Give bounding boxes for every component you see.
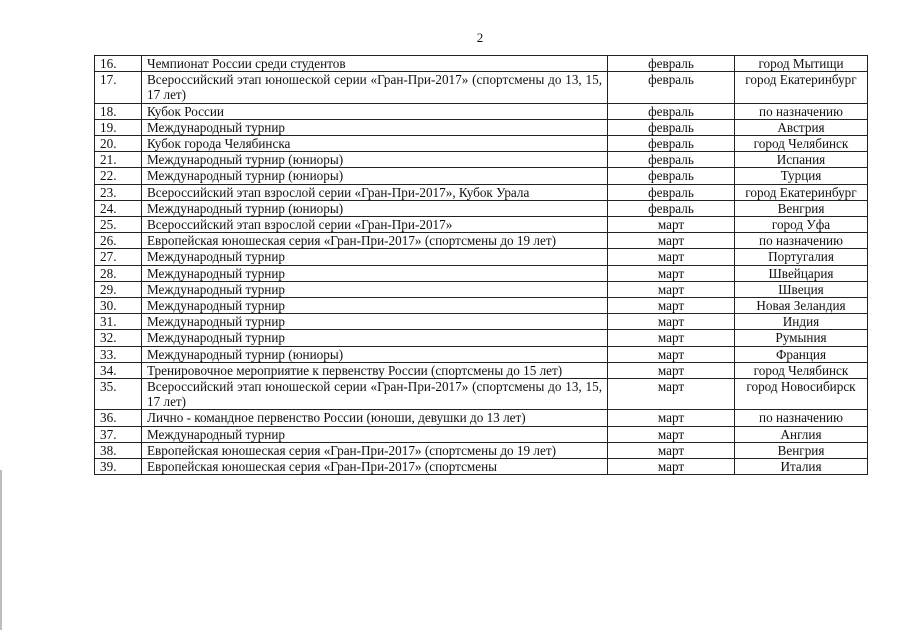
month-cell: февраль [608, 184, 735, 200]
row-number-cell: 34. [95, 362, 142, 378]
month-cell: февраль [608, 136, 735, 152]
table-row [95, 200, 868, 216]
location-cell: город Уфа [735, 217, 868, 233]
table-row [95, 72, 868, 103]
location-cell: Франция [735, 346, 868, 362]
table-row [95, 184, 868, 200]
event-name-cell: Международный турнир (юниоры) [142, 346, 608, 362]
row-number-cell: 18. [95, 103, 142, 119]
row-number-cell: 24. [95, 200, 142, 216]
event-name-cell: Международный турнир (юниоры) [142, 168, 608, 184]
table-row [95, 265, 868, 281]
events-table [94, 55, 868, 475]
row-number-cell: 39. [95, 459, 142, 475]
location-cell: город Екатеринбург [735, 72, 868, 103]
table-row [95, 249, 868, 265]
event-name-cell: Международный турнир [142, 314, 608, 330]
month-cell: март [608, 442, 735, 458]
event-name-cell: Европейская юношеская серия «Гран-При-2017» (спортсмены до 19 лет) [142, 442, 608, 458]
month-cell: март [608, 426, 735, 442]
table-row [95, 168, 868, 184]
location-cell: город Новосибирск [735, 379, 868, 410]
event-name-cell: Международный турнир [142, 265, 608, 281]
event-name-cell: Международный турнир [142, 330, 608, 346]
location-cell: Англия [735, 426, 868, 442]
month-cell: март [608, 379, 735, 410]
table-row [95, 426, 868, 442]
table-row [95, 217, 868, 233]
row-number-cell: 17. [95, 72, 142, 103]
row-number-cell: 36. [95, 410, 142, 426]
table-row [95, 281, 868, 297]
location-cell: по назначению [735, 233, 868, 249]
event-name-cell: Международный турнир [142, 426, 608, 442]
location-cell: город Мытищи [735, 56, 868, 72]
row-number-cell: 26. [95, 233, 142, 249]
table-row [95, 56, 868, 72]
location-cell: Новая Зеландия [735, 298, 868, 314]
table-row [95, 314, 868, 330]
row-number-cell: 33. [95, 346, 142, 362]
month-cell: март [608, 330, 735, 346]
table-row [95, 298, 868, 314]
table-row [95, 410, 868, 426]
month-cell: февраль [608, 168, 735, 184]
row-number-cell: 35. [95, 379, 142, 410]
row-number-cell: 27. [95, 249, 142, 265]
location-cell: Испания [735, 152, 868, 168]
month-cell: март [608, 281, 735, 297]
month-cell: февраль [608, 119, 735, 135]
location-cell: город Челябинск [735, 362, 868, 378]
month-cell: март [608, 362, 735, 378]
row-number-cell: 31. [95, 314, 142, 330]
location-cell: Венгрия [735, 442, 868, 458]
event-name-cell: Международный турнир [142, 249, 608, 265]
month-cell: февраль [608, 56, 735, 72]
table-row [95, 136, 868, 152]
location-cell: город Екатеринбург [735, 184, 868, 200]
month-cell: март [608, 346, 735, 362]
row-number-cell: 28. [95, 265, 142, 281]
event-name-cell: Международный турнир [142, 119, 608, 135]
event-name-cell: Тренировочное мероприятие к первенству России (спортсмены до 15 лет) [142, 362, 608, 378]
event-name-cell: Международный турнир (юниоры) [142, 152, 608, 168]
row-number-cell: 32. [95, 330, 142, 346]
location-cell: Швеция [735, 281, 868, 297]
month-cell: март [608, 298, 735, 314]
table-row [95, 119, 868, 135]
location-cell: город Челябинск [735, 136, 868, 152]
location-cell: Индия [735, 314, 868, 330]
table-row [95, 442, 868, 458]
row-number-cell: 16. [95, 56, 142, 72]
month-cell: февраль [608, 72, 735, 103]
event-name-cell: Европейская юношеская серия «Гран-При-2017» (спортсмены [142, 459, 608, 475]
month-cell: март [608, 459, 735, 475]
location-cell: Португалия [735, 249, 868, 265]
table-row [95, 459, 868, 475]
month-cell: март [608, 410, 735, 426]
table-row [95, 103, 868, 119]
row-number-cell: 38. [95, 442, 142, 458]
month-cell: февраль [608, 200, 735, 216]
event-name-cell: Кубок города Челябинска [142, 136, 608, 152]
row-number-cell: 23. [95, 184, 142, 200]
row-number-cell: 37. [95, 426, 142, 442]
scan-edge-shadow [0, 470, 2, 630]
table-row [95, 233, 868, 249]
table-row [95, 152, 868, 168]
event-name-cell: Европейская юношеская серия «Гран-При-2017» (спортсмены до 19 лет) [142, 233, 608, 249]
location-cell: Венгрия [735, 200, 868, 216]
location-cell: Румыния [735, 330, 868, 346]
location-cell: Австрия [735, 119, 868, 135]
event-name-cell: Лично - командное первенство России (юноши, девушки до 13 лет) [142, 410, 608, 426]
event-name-cell: Чемпионат России среди студентов [142, 56, 608, 72]
event-name-cell: Всероссийский этап взрослой серии «Гран-При-2017», Кубок Урала [142, 184, 608, 200]
event-name-cell: Международный турнир [142, 281, 608, 297]
location-cell: Италия [735, 459, 868, 475]
row-number-cell: 30. [95, 298, 142, 314]
month-cell: март [608, 249, 735, 265]
event-name-cell: Всероссийский этап юношеской серии «Гран-При-2017» (спортсмены до 13, 15, 17 лет) [142, 379, 608, 410]
event-name-cell: Международный турнир [142, 298, 608, 314]
page-number: 2 [476, 30, 484, 45]
month-cell: март [608, 265, 735, 281]
row-number-cell: 19. [95, 119, 142, 135]
month-cell: март [608, 217, 735, 233]
month-cell: март [608, 314, 735, 330]
row-number-cell: 22. [95, 168, 142, 184]
month-cell: март [608, 233, 735, 249]
table-row [95, 330, 868, 346]
location-cell: Швейцария [735, 265, 868, 281]
row-number-cell: 20. [95, 136, 142, 152]
row-number-cell: 29. [95, 281, 142, 297]
event-name-cell: Кубок России [142, 103, 608, 119]
event-name-cell: Всероссийский этап взрослой серии «Гран-При-2017» [142, 217, 608, 233]
location-cell: по назначению [735, 410, 868, 426]
event-name-cell: Всероссийский этап юношеской серии «Гран-При-2017» (спортсмены до 13, 15, 17 лет) [142, 72, 608, 103]
month-cell: февраль [608, 103, 735, 119]
table-row [95, 346, 868, 362]
month-cell: февраль [608, 152, 735, 168]
location-cell: по назначению [735, 103, 868, 119]
events-table-body [95, 56, 868, 475]
row-number-cell: 21. [95, 152, 142, 168]
row-number-cell: 25. [95, 217, 142, 233]
table-row [95, 362, 868, 378]
event-name-cell: Международный турнир (юниоры) [142, 200, 608, 216]
location-cell: Турция [735, 168, 868, 184]
table-row [95, 379, 868, 410]
